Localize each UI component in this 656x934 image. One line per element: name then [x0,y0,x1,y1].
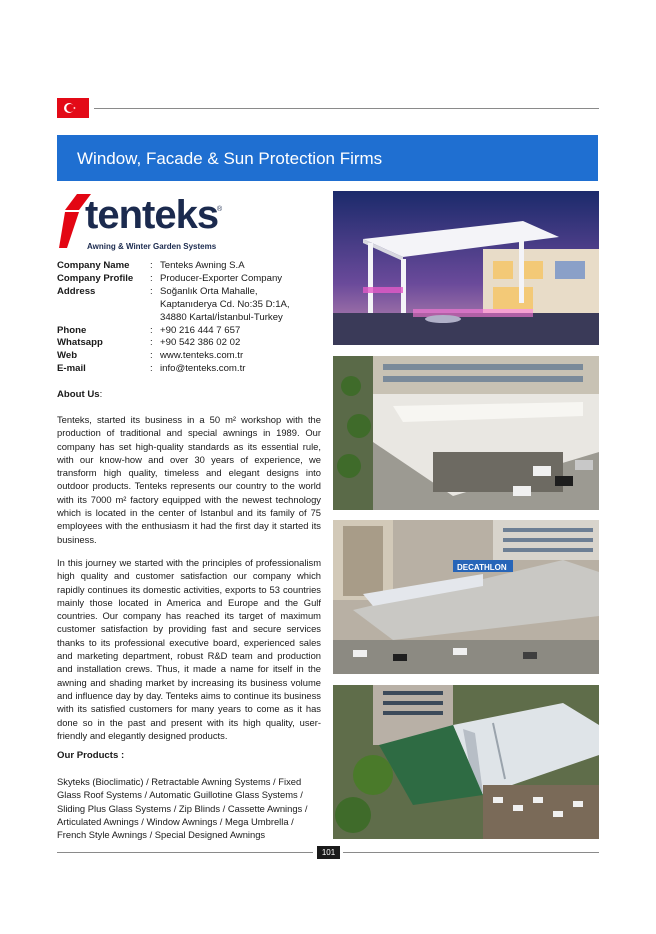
info-row-email [57,363,327,376]
info-value: Producer-Exporter Company [160,272,283,284]
decathlon-store-photo [333,520,599,674]
info-colon: : [150,272,153,284]
products-list: Skyteks (Bioclimatic) / Retractable Awning Systems / Fixed Glass Roof Systems / Automatic Guillotine Glass Systems / Sliding Plus Glass Systems / Zip Blinds / Cassette Awnings / Articulated Awnings / Window Awnings / Mega Umbrella / French Style Awnings / Special Designed Awnings [57,776,308,841]
page-number: 101 [317,846,340,859]
about-heading-text: About Us [57,389,100,400]
pergola-night-photo [333,191,599,345]
info-colon: : [150,363,153,375]
info-label: E-mail [57,363,86,375]
info-value: 34880 Kartal/İstanbul-Turkey [160,311,283,323]
info-label [57,312,150,325]
store-sign-text: DECATHLON [457,563,507,572]
logo-wordmark: tenteks [85,193,219,237]
logo-tagline: Awning & Winter Garden Systems [87,242,217,251]
footer-divider-left [57,852,313,853]
info-value: info@tenteks.com.tr [160,363,246,375]
info-label: Web [57,350,78,362]
section-title: Window, Facade & Sun Protection Firms [77,149,383,168]
info-row-whatsapp [57,337,327,350]
turkey-flag-icon [57,98,89,118]
about-heading [57,389,102,400]
info-label: Address [57,285,96,297]
info-value: +90 216 444 7 657 [160,324,241,336]
info-row-address [57,286,327,299]
info-label: Whatsapp [57,337,103,349]
section-banner [57,135,598,181]
info-value: +90 542 386 02 02 [160,337,241,349]
about-paragraph-1: Tenteks, started its business in a 50 m² workshop with the production of traditional and special awnings in 1989. Our company has set high-quality standards as its essential rule, with our know-how and over 30 years of experience, we transform high quality, timeless and elegant designs into outdoor products. Tenteks represents our country to the world with its 7000 m² factory equipped with the newest technology which is located in the center of Istanbul and its family of 75 employees with the enthusiasm it had the first day it started its business. [57,414,321,545]
info-row-address-line3 [57,312,327,325]
info-row-phone [57,325,327,338]
info-colon: : [150,350,153,362]
info-row-web [57,350,327,363]
info-colon: : [150,324,153,336]
info-colon: : [150,285,153,297]
info-colon [150,312,160,325]
info-label: Company Profile [57,272,134,284]
header-divider [94,108,599,109]
info-row-address-line2 [57,299,327,312]
about-paragraph-2: In this journey we started with the principles of professionalism high quality and customer satisfaction our company which rapidly continues its domestic activities, exports to 53 countries mainly those located in America and Europe and the Gulf countries. Our company has reached its target of maximum customer satisfaction by providing fast and secure services thanks to its professional executive board, experienced sales and marketing department, robust R&D team and production and installation crews. Thus, it made a name for itself in the awning and shading market by increasing its business volume and influence day by day. Tenteks aims to continue its business with its satisfied customers for many years to come as it has done so in the past and present with its high quality, user-friendly and elegantly designed products. [57,557,321,741]
info-value: Soğanlık Orta Mahalle, [160,285,258,297]
info-value: www.tenteks.com.tr [160,350,244,362]
info-colon: : [150,260,153,271]
info-label: Company Name [57,260,130,271]
glass-roof-terrace-photo [333,685,599,839]
about-heading-colon: : [99,389,103,400]
restaurant-awning-photo [333,356,599,510]
info-row-company-name [57,260,327,273]
info-label [57,299,150,312]
products-heading: Our Products : [57,750,125,761]
info-label: Phone [57,324,87,336]
info-colon [150,299,160,312]
logo-registered-mark: ® [217,206,223,213]
info-row-company-profile [57,273,327,286]
company-logo [57,192,237,254]
info-value: Tenteks Awning S.A [160,260,245,271]
company-info [57,260,327,376]
info-value: Kaptanıderya Cd. No:35 D:1A, [160,298,290,310]
info-colon: : [150,337,153,349]
footer-divider-right [343,852,599,853]
